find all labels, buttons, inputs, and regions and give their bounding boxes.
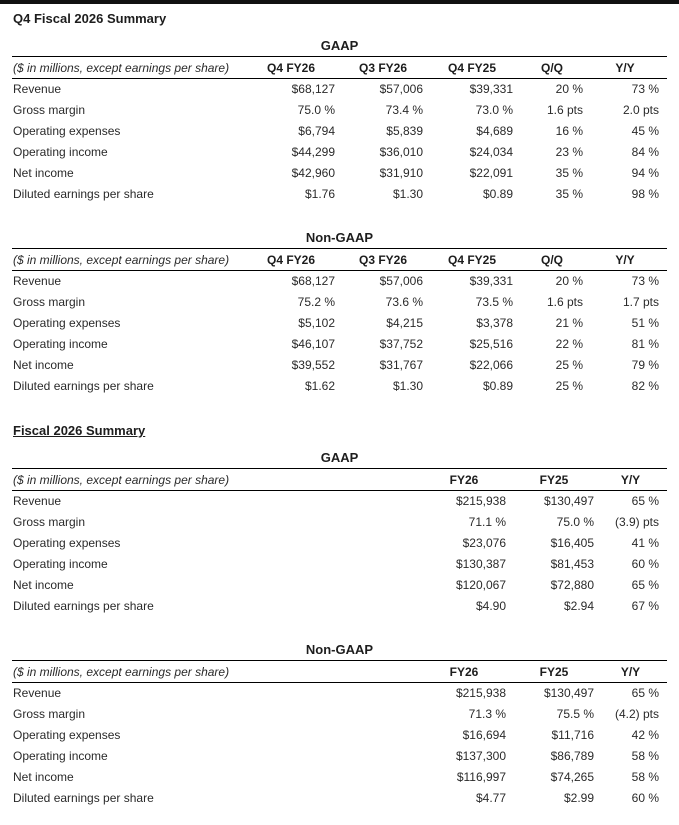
cell-value: $1.30 — [392, 187, 423, 201]
cell-value: $74,265 — [550, 770, 594, 784]
fy-nongaap-table — [12, 643, 667, 809]
table-row — [12, 292, 667, 313]
financial-table — [12, 57, 667, 205]
table-row — [12, 376, 667, 397]
cell-value: 65 % — [631, 578, 659, 592]
cell-value: $4,689 — [476, 124, 513, 138]
cell-value: $5,102 — [298, 316, 335, 330]
cell-value: 75.2 % — [297, 295, 335, 309]
financial-table — [12, 469, 667, 617]
table-row — [12, 163, 667, 184]
table-row — [12, 575, 667, 596]
q4-nongaap-table — [12, 231, 667, 397]
q4-gaap-table — [12, 39, 667, 205]
cell-value: $57,006 — [379, 274, 423, 288]
cell-value: 75.5 % — [556, 707, 594, 721]
row-label: Net income — [13, 166, 74, 180]
cell-value: $22,091 — [469, 166, 513, 180]
column-header: Y/Y — [591, 249, 667, 271]
cell-value: $4,215 — [386, 316, 423, 330]
cell-value: $31,910 — [379, 166, 423, 180]
cell-value: $68,127 — [291, 274, 335, 288]
cell-value: $44,299 — [291, 145, 335, 159]
table-row — [12, 725, 667, 746]
header-row — [12, 57, 667, 79]
table-row — [12, 746, 667, 767]
table-row — [12, 596, 667, 617]
cell-value: 2.0 pts — [622, 103, 659, 117]
cell-value: (3.9) pts — [614, 515, 659, 529]
financial-table — [12, 249, 667, 397]
cell-value: 58 % — [631, 770, 659, 784]
table-row — [12, 313, 667, 334]
table-title-non-gaap: Non-GAAP — [12, 643, 667, 661]
cell-value: $16,405 — [550, 536, 594, 550]
table-title-gaap: GAAP — [12, 39, 667, 57]
cell-value: 65 % — [631, 494, 659, 508]
cell-value: $39,552 — [291, 358, 335, 372]
column-header: FY25 — [514, 661, 602, 683]
cell-value: $68,127 — [291, 82, 335, 96]
cell-value: 22 % — [555, 337, 583, 351]
fy-summary-heading: Fiscal 2026 Summary — [13, 423, 146, 438]
financial-table — [12, 661, 667, 809]
cell-value: 65 % — [631, 686, 659, 700]
row-label: Revenue — [13, 494, 62, 508]
row-label: Diluted earnings per share — [13, 187, 154, 201]
cell-value: 21 % — [555, 316, 583, 330]
cell-value: $11,716 — [551, 728, 594, 742]
cell-value: 1.6 pts — [546, 103, 583, 117]
cell-value: $6,794 — [298, 124, 335, 138]
cell-value: $130,497 — [543, 494, 594, 508]
table-row — [12, 512, 667, 533]
row-label: Diluted earnings per share — [13, 791, 154, 805]
cell-value: $1.76 — [304, 187, 335, 201]
row-label: Net income — [13, 770, 74, 784]
table-row — [12, 355, 667, 376]
column-header: Q/Q — [521, 249, 591, 271]
table-row — [12, 554, 667, 575]
cell-value: $0.89 — [482, 187, 513, 201]
column-header: Q4 FY25 — [431, 57, 521, 79]
cell-value: 73.6 % — [385, 295, 423, 309]
column-header: Q3 FY26 — [343, 57, 431, 79]
row-label: Diluted earnings per share — [13, 599, 154, 613]
cell-value: $0.89 — [482, 379, 513, 393]
cell-value: 60 % — [631, 791, 659, 805]
row-label: Revenue — [13, 274, 62, 288]
table-row — [12, 334, 667, 355]
table-row — [12, 142, 667, 163]
cell-value: $39,331 — [469, 274, 513, 288]
header-row — [12, 469, 667, 491]
column-header: Q4 FY26 — [247, 249, 343, 271]
row-label: Operating expenses — [13, 316, 121, 330]
cell-value: 81 % — [631, 337, 659, 351]
units-note: ($ in millions, except earnings per share) — [12, 469, 422, 491]
row-label: Revenue — [13, 686, 62, 700]
cell-value: $215,938 — [455, 686, 506, 700]
column-header: Q/Q — [521, 57, 591, 79]
row-label: Gross margin — [13, 707, 86, 721]
units-note: ($ in millions, except earnings per share) — [12, 57, 247, 79]
cell-value: $1.30 — [392, 379, 423, 393]
table-row — [12, 184, 667, 205]
table-row — [12, 704, 667, 725]
cell-value: 82 % — [631, 379, 659, 393]
cell-value: $2.94 — [563, 599, 594, 613]
cell-value: $130,497 — [543, 686, 594, 700]
cell-value: 35 % — [555, 166, 583, 180]
cell-value: $86,789 — [550, 749, 594, 763]
cell-value: 1.6 pts — [546, 295, 583, 309]
row-label: Gross margin — [13, 515, 86, 529]
table-row — [12, 79, 667, 101]
cell-value: $39,331 — [469, 82, 513, 96]
column-header: FY26 — [422, 661, 514, 683]
cell-value: $16,694 — [462, 728, 506, 742]
cell-value: 67 % — [631, 599, 659, 613]
row-label: Operating expenses — [13, 124, 121, 138]
cell-value: $215,938 — [455, 494, 506, 508]
table-row — [12, 121, 667, 142]
document-body — [0, 11, 679, 809]
row-label: Diluted earnings per share — [13, 379, 154, 393]
cell-value: $81,453 — [550, 557, 594, 571]
table-row — [12, 683, 667, 705]
table-row — [12, 533, 667, 554]
cell-value: 23 % — [555, 145, 583, 159]
row-label: Operating expenses — [13, 728, 121, 742]
cell-value: 25 % — [555, 379, 583, 393]
row-label: Operating income — [13, 557, 108, 571]
cell-value: $31,767 — [379, 358, 423, 372]
cell-value: $24,034 — [469, 145, 513, 159]
cell-value: $46,107 — [291, 337, 335, 351]
table-title-gaap: GAAP — [12, 451, 667, 469]
cell-value: $1.62 — [304, 379, 335, 393]
column-header: FY25 — [514, 469, 602, 491]
cell-value: 41 % — [631, 536, 659, 550]
cell-value: 45 % — [631, 124, 659, 138]
cell-value: $22,066 — [469, 358, 513, 372]
row-label: Operating income — [13, 749, 108, 763]
cell-value: 73 % — [631, 274, 659, 288]
cell-value: 25 % — [555, 358, 583, 372]
top-border-bar — [0, 0, 679, 4]
cell-value: $130,387 — [455, 557, 506, 571]
cell-value: 73.5 % — [475, 295, 513, 309]
column-header: Y/Y — [602, 661, 667, 683]
cell-value: $3,378 — [476, 316, 513, 330]
cell-value: $4.77 — [475, 791, 506, 805]
cell-value: 16 % — [555, 124, 583, 138]
table-title-non-gaap: Non-GAAP — [12, 231, 667, 249]
cell-value: $72,880 — [550, 578, 594, 592]
table-row — [12, 271, 667, 293]
table-row — [12, 491, 667, 513]
cell-value: $137,300 — [455, 749, 506, 763]
row-label: Operating expenses — [13, 536, 121, 550]
cell-value: $42,960 — [291, 166, 335, 180]
cell-value: 84 % — [631, 145, 659, 159]
column-header: Q4 FY26 — [247, 57, 343, 79]
cell-value: $120,067 — [455, 578, 506, 592]
cell-value: 60 % — [631, 557, 659, 571]
cell-value: 71.1 % — [468, 515, 506, 529]
cell-value: 73 % — [631, 82, 659, 96]
cell-value: $25,516 — [469, 337, 513, 351]
column-header: FY26 — [422, 469, 514, 491]
row-label: Net income — [13, 358, 74, 372]
column-header: Q4 FY25 — [431, 249, 521, 271]
cell-value: 79 % — [631, 358, 659, 372]
cell-value: (4.2) pts — [614, 707, 659, 721]
cell-value: $2.99 — [563, 791, 594, 805]
cell-value: $57,006 — [379, 82, 423, 96]
table-row — [12, 767, 667, 788]
row-label: Revenue — [13, 82, 62, 96]
cell-value: 35 % — [555, 187, 583, 201]
cell-value: $116,997 — [456, 770, 506, 784]
row-label: Gross margin — [13, 295, 86, 309]
cell-value: 75.0 % — [297, 103, 335, 117]
units-note: ($ in millions, except earnings per share) — [12, 249, 247, 271]
cell-value: $4.90 — [475, 599, 506, 613]
cell-value: 71.3 % — [468, 707, 506, 721]
cell-value: 42 % — [631, 728, 659, 742]
column-header: Q3 FY26 — [343, 249, 431, 271]
cell-value: 51 % — [631, 316, 659, 330]
cell-value: 94 % — [631, 166, 659, 180]
units-note: ($ in millions, except earnings per share) — [12, 661, 422, 683]
cell-value: 73.4 % — [385, 103, 423, 117]
row-label: Operating income — [13, 145, 108, 159]
cell-value: $5,839 — [386, 124, 423, 138]
cell-value: 73.0 % — [475, 103, 513, 117]
cell-value: 20 % — [555, 274, 583, 288]
table-row — [12, 100, 667, 121]
cell-value: 1.7 pts — [622, 295, 659, 309]
header-row — [12, 249, 667, 271]
table-row — [12, 788, 667, 809]
header-row — [12, 661, 667, 683]
cell-value: 20 % — [555, 82, 583, 96]
q4-summary-heading: Q4 Fiscal 2026 Summary — [13, 11, 167, 26]
cell-value: $36,010 — [379, 145, 423, 159]
column-header: Y/Y — [591, 57, 667, 79]
column-header: Y/Y — [602, 469, 667, 491]
fy-gaap-table — [12, 451, 667, 617]
row-label: Operating income — [13, 337, 108, 351]
cell-value: 75.0 % — [556, 515, 594, 529]
row-label: Gross margin — [13, 103, 86, 117]
cell-value: 98 % — [631, 187, 659, 201]
cell-value: 58 % — [631, 749, 659, 763]
row-label: Net income — [13, 578, 74, 592]
cell-value: $23,076 — [462, 536, 506, 550]
cell-value: $37,752 — [379, 337, 423, 351]
